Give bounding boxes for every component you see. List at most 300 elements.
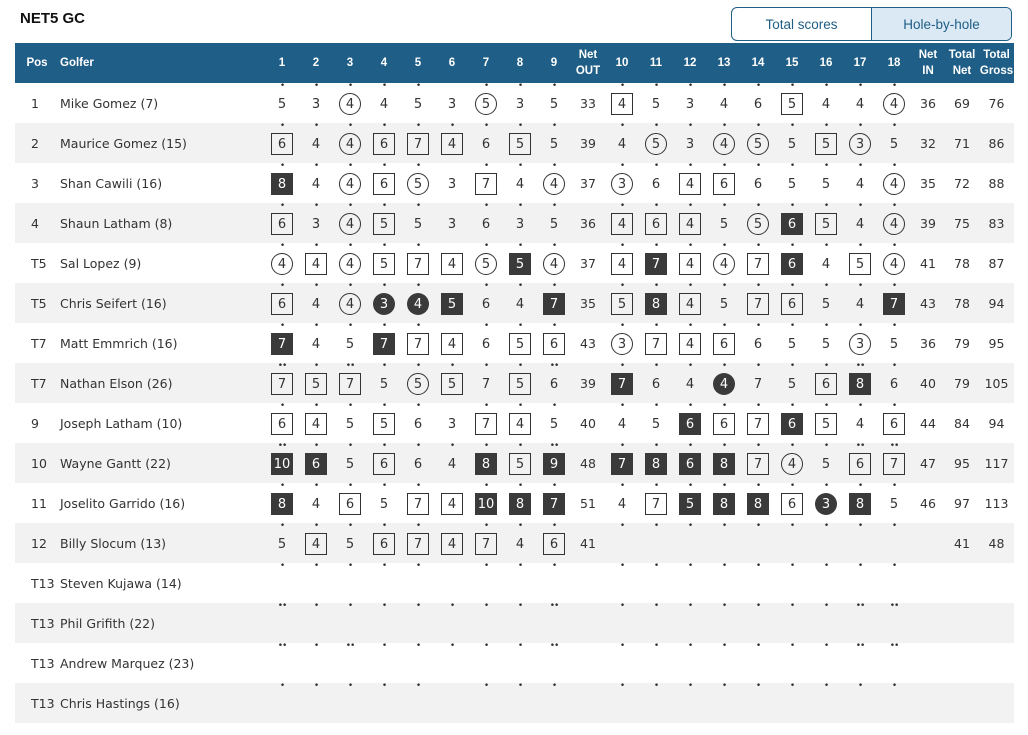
hole-score (339, 612, 361, 634)
hole-14-score-cell (741, 443, 775, 483)
stroke-dots: • (755, 401, 761, 411)
table-row[interactable] (15, 563, 1014, 603)
net-out-cell: 37 (580, 175, 596, 191)
total-gross-cell: 95 (988, 335, 1005, 351)
hole-score (815, 652, 837, 674)
hole-3-score-cell (333, 523, 367, 563)
stroke-dots: • (823, 361, 829, 371)
hole-14-score-cell (741, 83, 775, 123)
hole-2-score-cell (299, 243, 333, 283)
stroke-dots: • (789, 121, 795, 131)
stroke-dots: • (789, 81, 795, 91)
hole-score (781, 532, 803, 554)
hole-16-score-cell (809, 203, 843, 243)
hole-13-score-cell (707, 603, 741, 643)
hole-15-score-cell (775, 483, 809, 523)
position-cell: T13 (31, 615, 55, 631)
hole-13-score-cell (707, 323, 741, 363)
net-in-cell: 35 (920, 175, 936, 191)
total-net-cell: 84 (954, 415, 970, 431)
stroke-dots: • (789, 201, 795, 211)
hole-3-score-cell (333, 283, 367, 323)
stroke-dots: • (721, 641, 727, 651)
hole-10-score-cell (605, 643, 639, 683)
stroke-dots: • (653, 441, 659, 451)
stroke-dots: •• (277, 361, 287, 371)
hole-4-score-cell (367, 283, 401, 323)
stroke-dots: • (653, 481, 659, 491)
stroke-dots: • (891, 121, 897, 131)
hole-score: 7 (407, 133, 429, 155)
stroke-dots: • (313, 561, 319, 571)
leaderboard-table (15, 43, 1014, 723)
hole-8-score-cell (503, 603, 537, 643)
header-total-gross (979, 43, 1014, 83)
hole-15-score-cell (775, 643, 809, 683)
hole-13-score-cell (707, 123, 741, 163)
stroke-dots: • (687, 241, 693, 251)
hole-8-score-cell (503, 643, 537, 683)
hole-1-score-cell (265, 283, 299, 323)
hole-score: 7 (271, 333, 293, 355)
hole-7-score-cell (469, 403, 503, 443)
stroke-dots: • (653, 81, 659, 91)
golfer-name[interactable]: Steven Kujawa (14) (60, 575, 182, 591)
hole-score: 4 (339, 293, 361, 315)
golfer-name[interactable]: Matt Emmrich (16) (60, 335, 178, 351)
hole-score: 8 (271, 173, 293, 195)
stroke-dots: • (347, 241, 353, 251)
total-gross-cell: 117 (984, 455, 1009, 471)
hole-score: 4 (883, 93, 905, 115)
hole-17-score-cell (843, 323, 877, 363)
hole-17-score-cell (843, 523, 877, 563)
hole-13-score-cell (707, 683, 741, 723)
total-gross-cell: 87 (988, 255, 1005, 271)
hole-10-score-cell (605, 683, 639, 723)
hole-18-score-cell (877, 523, 911, 563)
total-net-cell (945, 563, 979, 603)
hole-score: 5 (549, 136, 559, 152)
stroke-dots: •• (855, 441, 865, 451)
stroke-dots: • (381, 641, 387, 651)
hole-10-score-cell (605, 363, 639, 403)
hole-score: 6 (713, 173, 735, 195)
stroke-dots: •• (549, 601, 559, 611)
golfer-name[interactable]: Joselito Garrido (16) (60, 495, 186, 511)
stroke-dots: • (313, 521, 319, 531)
hole-3-score-cell (333, 83, 367, 123)
total-net-cell: 71 (954, 135, 970, 151)
hole-8-score-cell (503, 403, 537, 443)
hole-score: 3 (685, 96, 695, 112)
hole-score: 7 (475, 533, 497, 555)
stroke-dots: • (687, 321, 693, 331)
table-row[interactable] (15, 323, 1014, 363)
hole-2-score-cell (299, 443, 333, 483)
hole-score: 7 (883, 293, 905, 315)
stroke-dots: • (381, 521, 387, 531)
stroke-dots: • (347, 601, 353, 611)
stroke-dots: • (721, 481, 727, 491)
hole-3-score-cell (333, 643, 367, 683)
stroke-dots: •• (549, 641, 559, 651)
total-gross-cell: 94 (988, 415, 1005, 431)
hole-score: 4 (617, 136, 627, 152)
hole-10-score-cell (605, 563, 639, 603)
hole-9-score-cell (537, 83, 571, 123)
total-net-cell: 79 (954, 335, 970, 351)
stroke-dots: • (687, 521, 693, 531)
hole-score: 8 (849, 373, 871, 395)
total-scores-button[interactable]: Total scores (765, 16, 838, 32)
stroke-dots: • (517, 601, 523, 611)
hole-score: 7 (481, 376, 491, 392)
hole-16-score-cell (809, 563, 843, 603)
hole-score (747, 532, 769, 554)
stroke-dots: • (483, 241, 489, 251)
stroke-dots: • (789, 281, 795, 291)
hole-score: 8 (713, 493, 735, 515)
hole-score: 6 (373, 453, 395, 475)
golfer-name[interactable]: Billy Slocum (13) (60, 535, 167, 551)
header-net-in-line1: Net (918, 49, 938, 61)
hole-score: 4 (679, 213, 701, 235)
hole-6-score-cell (435, 603, 469, 643)
net-in-cell (911, 563, 945, 603)
stroke-dots: • (721, 401, 727, 411)
stroke-dots: • (381, 201, 387, 211)
stroke-dots: • (347, 121, 353, 131)
stroke-dots: • (347, 201, 353, 211)
stroke-dots: • (891, 241, 897, 251)
hole-3-score-cell (333, 683, 367, 723)
table-row[interactable] (15, 403, 1014, 443)
hole-16-score-cell (809, 643, 843, 683)
stroke-dots: • (755, 201, 761, 211)
hole-10-score-cell (605, 443, 639, 483)
hole-score: 3 (515, 216, 525, 232)
position-cell: 4 (31, 215, 39, 231)
hole-score: 4 (515, 176, 525, 192)
table-row[interactable] (15, 283, 1014, 323)
hole-score: 8 (747, 493, 769, 515)
stroke-dots: • (483, 601, 489, 611)
stroke-dots: • (619, 321, 625, 331)
hole-score: 4 (855, 176, 865, 192)
table-row[interactable] (15, 683, 1014, 723)
hole-score: 6 (481, 296, 491, 312)
net-in-cell: 43 (920, 295, 936, 311)
hole-score (713, 532, 735, 554)
golfer-name[interactable]: Joseph Latham (10) (60, 415, 183, 431)
hole-8-score-cell (503, 363, 537, 403)
hole-18-score-cell (877, 403, 911, 443)
hole-9-score-cell (537, 163, 571, 203)
hole-score: 4 (679, 293, 701, 315)
golfer-name[interactable]: Phil Grifith (22) (60, 615, 156, 631)
golfer-name[interactable]: Shaun Latham (8) (60, 215, 173, 231)
stroke-dots: • (551, 481, 557, 491)
hole-score: 6 (549, 376, 559, 392)
hole-10-score-cell (605, 243, 639, 283)
net-out-cell: 33 (580, 95, 596, 111)
stroke-dots: • (823, 641, 829, 651)
hole-score: 7 (543, 293, 565, 315)
net-out-cell: 41 (580, 535, 596, 551)
stroke-dots: • (687, 641, 693, 651)
stroke-dots: • (857, 241, 863, 251)
hole-11-score-cell (639, 243, 673, 283)
hole-14-score-cell (741, 163, 775, 203)
hole-score: 6 (543, 533, 565, 555)
stroke-dots: • (313, 121, 319, 131)
hole-score: 3 (447, 176, 457, 192)
hole-11-score-cell (639, 203, 673, 243)
stroke-dots: • (857, 201, 863, 211)
hole-score (713, 612, 735, 634)
header-hole-16: 16 (819, 57, 833, 69)
hole-15-score-cell (775, 363, 809, 403)
hole-score: 4 (509, 413, 531, 435)
hole-9-score-cell (537, 403, 571, 443)
stroke-dots: • (823, 241, 829, 251)
table-row[interactable] (15, 483, 1014, 523)
hole-5-score-cell (401, 523, 435, 563)
hole-score: 5 (747, 213, 769, 235)
hole-score: 5 (821, 296, 831, 312)
stroke-dots: • (857, 161, 863, 171)
hole-score: 7 (747, 253, 769, 275)
hole-score: 7 (271, 373, 293, 395)
hole-11-score-cell (639, 123, 673, 163)
stroke-dots: • (653, 601, 659, 611)
hole-score (339, 572, 361, 594)
hole-6-score-cell (435, 123, 469, 163)
golfer-name[interactable]: Sal Lopez (9) (60, 255, 142, 271)
hole-score (611, 572, 633, 594)
hole-10-score-cell (605, 403, 639, 443)
stroke-dots: • (551, 121, 557, 131)
golfer-name[interactable]: Chris Hastings (16) (60, 695, 180, 711)
hole-17-score-cell (843, 603, 877, 643)
stroke-dots: • (415, 321, 421, 331)
table-row[interactable] (15, 603, 1014, 643)
hole-11-score-cell (639, 163, 673, 203)
hole-score: 7 (407, 333, 429, 355)
stroke-dots: • (551, 681, 557, 691)
stroke-dots: • (653, 201, 659, 211)
hole-14-score-cell (741, 203, 775, 243)
stroke-dots: • (551, 561, 557, 571)
hole-7-score-cell (469, 603, 503, 643)
hole-8-score-cell (503, 243, 537, 283)
stroke-dots: • (517, 481, 523, 491)
hole-score: 7 (611, 373, 633, 395)
hole-11-score-cell (639, 643, 673, 683)
hole-1-score-cell (265, 363, 299, 403)
net-in-cell: 44 (920, 415, 936, 431)
hole-15-score-cell (775, 323, 809, 363)
stroke-dots: • (415, 81, 421, 91)
hole-15-score-cell (775, 443, 809, 483)
header-hole-5: 5 (414, 57, 422, 69)
stroke-dots: • (891, 521, 897, 531)
table-row[interactable] (15, 363, 1014, 403)
golfer-name[interactable]: Chris Seifert (16) (60, 295, 167, 311)
hole-8-score-cell (503, 523, 537, 563)
hole-score (883, 612, 905, 634)
hole-score: 9 (543, 453, 565, 475)
hole-13-score-cell (707, 483, 741, 523)
stroke-dots: • (721, 161, 727, 171)
net-in-cell: 41 (920, 255, 936, 271)
hole-score: 5 (509, 453, 531, 475)
net-out-cell: 51 (580, 495, 596, 511)
hole-score: 5 (719, 296, 729, 312)
header-hole-2: 2 (312, 57, 320, 69)
hole-13-score-cell (707, 643, 741, 683)
hole-6-score-cell (435, 203, 469, 243)
stroke-dots: • (313, 441, 319, 451)
net-out-cell: 36 (580, 215, 596, 231)
stroke-dots: • (823, 281, 829, 291)
stroke-dots: • (415, 161, 421, 171)
table-row[interactable] (15, 243, 1014, 283)
hole-score: 5 (787, 136, 797, 152)
stroke-dots: • (619, 481, 625, 491)
hole-score (373, 652, 395, 674)
hole-8-score-cell (503, 163, 537, 203)
stroke-dots: • (551, 201, 557, 211)
stroke-dots: •• (345, 641, 355, 651)
hole-16-score-cell (809, 363, 843, 403)
hole-score (543, 652, 565, 674)
table-row[interactable] (15, 643, 1014, 683)
stroke-dots: • (347, 681, 353, 691)
stroke-dots: •• (855, 361, 865, 371)
golfer-name[interactable]: Wayne Gantt (22) (60, 455, 171, 471)
header-hole-17: 17 (853, 57, 867, 69)
hole-score: 6 (781, 213, 803, 235)
stroke-dots: • (857, 481, 863, 491)
hole-12-score-cell (673, 683, 707, 723)
hole-9-score-cell (537, 283, 571, 323)
stroke-dots: • (891, 681, 897, 691)
stroke-dots: • (551, 281, 557, 291)
golfer-name[interactable]: Maurice Gomez (15) (60, 135, 187, 151)
hole-score: 5 (679, 493, 701, 515)
stroke-dots: • (347, 521, 353, 531)
header-hole-15: 15 (785, 57, 799, 69)
hole-score: 5 (305, 373, 327, 395)
hole-score: 5 (815, 413, 837, 435)
hole-4-score-cell (367, 123, 401, 163)
hole-1-score-cell (265, 683, 299, 723)
hole-score: 3 (311, 96, 321, 112)
hole-6-score-cell (435, 643, 469, 683)
hole-9-score-cell (537, 443, 571, 483)
golfer-name[interactable]: Shan Cawili (16) (60, 175, 163, 191)
hole-score (883, 532, 905, 554)
golfer-name[interactable]: Mike Gomez (7) (60, 95, 159, 111)
header-net-out (571, 43, 605, 83)
hole-score (883, 692, 905, 714)
table-row[interactable] (15, 523, 1014, 563)
hole-3-score-cell (333, 203, 367, 243)
stroke-dots: • (721, 561, 727, 571)
hole-7-score-cell (469, 563, 503, 603)
stroke-dots: • (891, 361, 897, 371)
net-in-cell: 46 (920, 495, 936, 511)
stroke-dots: • (619, 121, 625, 131)
hole-score: 4 (305, 413, 327, 435)
hole-score: 8 (645, 453, 667, 475)
hole-score (407, 572, 429, 594)
position-cell: T7 (31, 375, 47, 391)
hole-score: 4 (855, 416, 865, 432)
stroke-dots: • (415, 601, 421, 611)
hole-score: 4 (271, 253, 293, 275)
hole-score: 5 (889, 136, 899, 152)
hole-9-score-cell (537, 323, 571, 363)
hole-score (747, 652, 769, 674)
stroke-dots: • (721, 361, 727, 371)
stroke-dots: • (755, 561, 761, 571)
stroke-dots: • (483, 161, 489, 171)
stroke-dots: • (347, 561, 353, 571)
hole-5-score-cell (401, 563, 435, 603)
hole-score: 5 (821, 176, 831, 192)
hole-score: 5 (549, 416, 559, 432)
golfer-name[interactable]: Nathan Elson (26) (60, 375, 173, 391)
hole-18-score-cell (877, 163, 911, 203)
hole-11-score-cell (639, 283, 673, 323)
golfer-name[interactable]: Andrew Marquez (23) (60, 655, 195, 671)
hole-6-score-cell (435, 523, 469, 563)
stroke-dots: • (415, 361, 421, 371)
hole-by-hole-button[interactable]: Hole-by-hole (871, 8, 1011, 40)
hole-score (611, 652, 633, 674)
stroke-dots: • (347, 481, 353, 491)
stroke-dots: •• (549, 361, 559, 371)
table-row[interactable] (15, 163, 1014, 203)
hole-3-score-cell (333, 163, 367, 203)
hole-12-score-cell (673, 363, 707, 403)
stroke-dots: • (279, 481, 285, 491)
stroke-dots: • (755, 441, 761, 451)
hole-score: 7 (747, 293, 769, 315)
stroke-dots: • (891, 281, 897, 291)
hole-score: 4 (407, 293, 429, 315)
stroke-dots: • (381, 121, 387, 131)
stroke-dots: • (347, 401, 353, 411)
stroke-dots: • (381, 241, 387, 251)
total-gross-cell (979, 563, 1014, 603)
hole-14-score-cell (741, 643, 775, 683)
table-row[interactable] (15, 123, 1014, 163)
hole-8-score-cell (503, 83, 537, 123)
hole-14-score-cell (741, 123, 775, 163)
hole-score: 3 (685, 136, 695, 152)
stroke-dots: • (483, 441, 489, 451)
hole-score: 4 (305, 533, 327, 555)
table-row[interactable] (15, 203, 1014, 243)
hole-score: 4 (447, 456, 457, 472)
table-row[interactable] (15, 83, 1014, 123)
stroke-dots: • (857, 81, 863, 91)
table-row[interactable] (15, 443, 1014, 483)
